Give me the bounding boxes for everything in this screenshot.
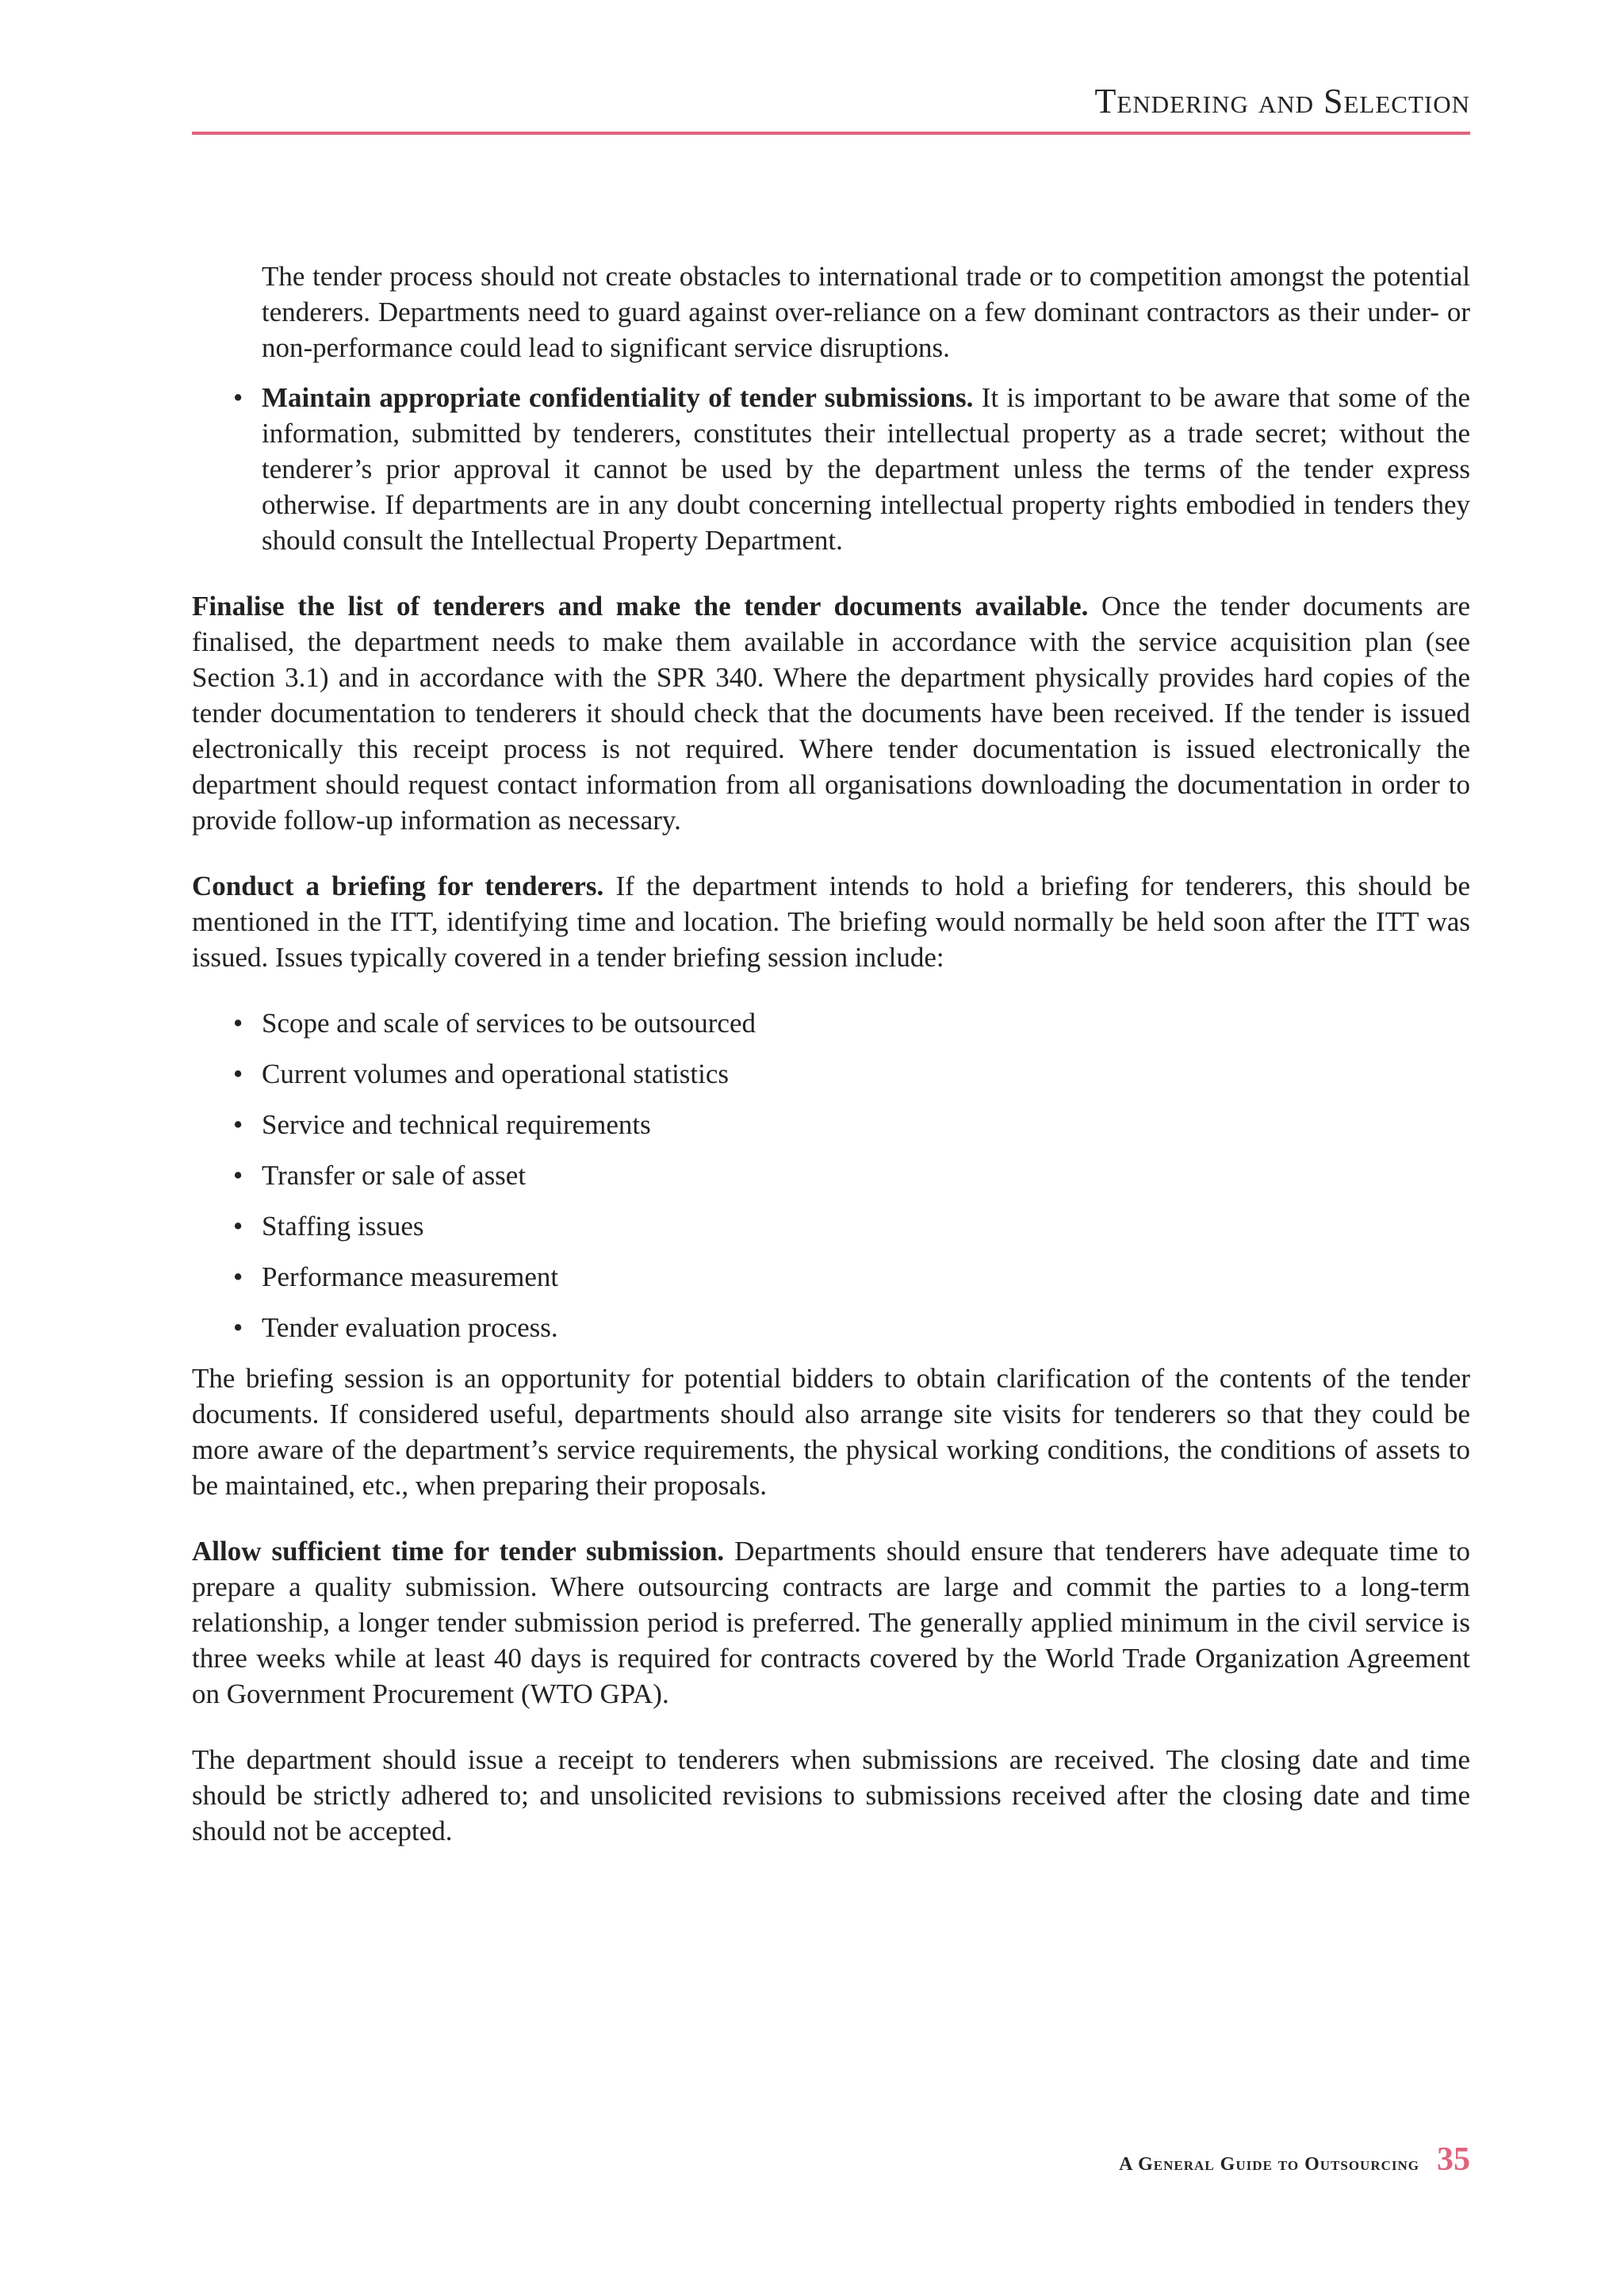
bullet-confidentiality-lead: Maintain appropriate confidentiality of tender submissions. (262, 382, 974, 413)
bullet-icon: • (233, 1058, 243, 1089)
session-paragraph: The briefing session is an opportunity for potential bidders to obtain clarification of the contents of the tender documents. If considered useful, departments should also arrange site visits for tenderers so that they could be more aware of the department’s service requirements, the physical working conditions, the conditions of assets to be maintained, etc., when preparing their proposals. (192, 1363, 1470, 1501)
allow-paragraph (192, 1533, 1470, 1712)
bullet-confidentiality-text: It is important to be aware that some of the information, submitted by tenderers, constitutes their intellectual property as a trade secret; without the tenderer’s prior approval it cannot be used by the department unless the terms of the tender express otherwise. If departments are in any doubt concerning intellectual property rights embodied in tenders they should consult the Intellectual Property Department. (262, 382, 1470, 556)
bullet-icon: • (233, 1109, 243, 1140)
list-item: • Service and technical requirements (192, 1107, 1470, 1142)
bullet-icon: • (233, 1008, 243, 1039)
bullet-icon: • (233, 1211, 243, 1242)
bullet-icon: • (233, 1261, 243, 1292)
list-item: • Current volumes and operational statistics (192, 1056, 1470, 1092)
footer-title: A General Guide to Outsourcing (1119, 2154, 1419, 2175)
list-item: • Transfer or sale of asset (192, 1158, 1470, 1193)
bullet-icon: • (233, 1312, 243, 1343)
finalise-paragraph (192, 588, 1470, 838)
page-footer (1119, 2141, 1470, 2180)
page-content (192, 258, 1470, 1849)
page-number: 35 (1437, 2141, 1470, 2178)
briefing-lead: Conduct a briefing for tenderers. (192, 871, 604, 901)
bullet-icon: • (233, 1160, 243, 1191)
page-header (192, 76, 1470, 135)
briefing-paragraph (192, 868, 1470, 975)
briefing-text: If the department intends to hold a briefing for tenderers, this should be mentioned in the ITT, identifying time and location. The briefing would normally be held soon after the ITT was issued. Issues typically covered in a tender briefing session include: (192, 871, 1470, 973)
header-title: Tendering and Selection (1094, 82, 1470, 121)
list-item: • Staffing issues (192, 1208, 1470, 1244)
allow-lead: Allow sufficient time for tender submission. (192, 1536, 725, 1567)
list-item: • Tender evaluation process. (192, 1310, 1470, 1345)
finalise-text: Once the tender documents are finalised, the department needs to make them available in accordance with the service acquisition plan (see Section 3.1) and in accordance with the SPR 340. Where the department physically provides hard copies of the tender documentation to tenderers it should check that the documents have been received. If the tender is issued electronically this receipt process is not required. Where tender documentation is issued electronically the department should request contact information from all organisations downloading the documentation in order to provide follow-up information as necessary. (192, 591, 1470, 836)
bullet-icon: • (233, 382, 243, 413)
allow-text: Departments should ensure that tenderers have adequate time to prepare a quality submission. Where outsourcing contracts are large and commit the parties to a long-term relationship, a longer tender submission period is preferred. The generally applied minimum in the civil service is three weeks while at least 40 days is required for contracts covered by the World Trade Organization Agreement on Government Procurement (WTO GPA). (192, 1536, 1470, 1709)
list-item: • Scope and scale of services to be outsourced (192, 1005, 1470, 1041)
list-item: • Performance measurement (192, 1259, 1470, 1295)
briefing-topics-list (192, 1005, 1470, 1345)
bullet-confidentiality (192, 380, 1470, 558)
intro-paragraph: The tender process should not create obstacles to international trade or to competition amongst the potential tenderers. Departments need to guard against over-reliance on a few dominant contractors as their under- or non-performance could lead to significant service disruptions. (262, 261, 1470, 363)
receipt-paragraph: The department should issue a receipt to tenderers when submissions are received. The closing date and time should be strictly adhered to; and unsolicited revisions to submissions received after the closing date and time should not be accepted. (192, 1744, 1470, 1846)
finalise-lead: Finalise the list of tenderers and make the tender documents available. (192, 591, 1089, 622)
